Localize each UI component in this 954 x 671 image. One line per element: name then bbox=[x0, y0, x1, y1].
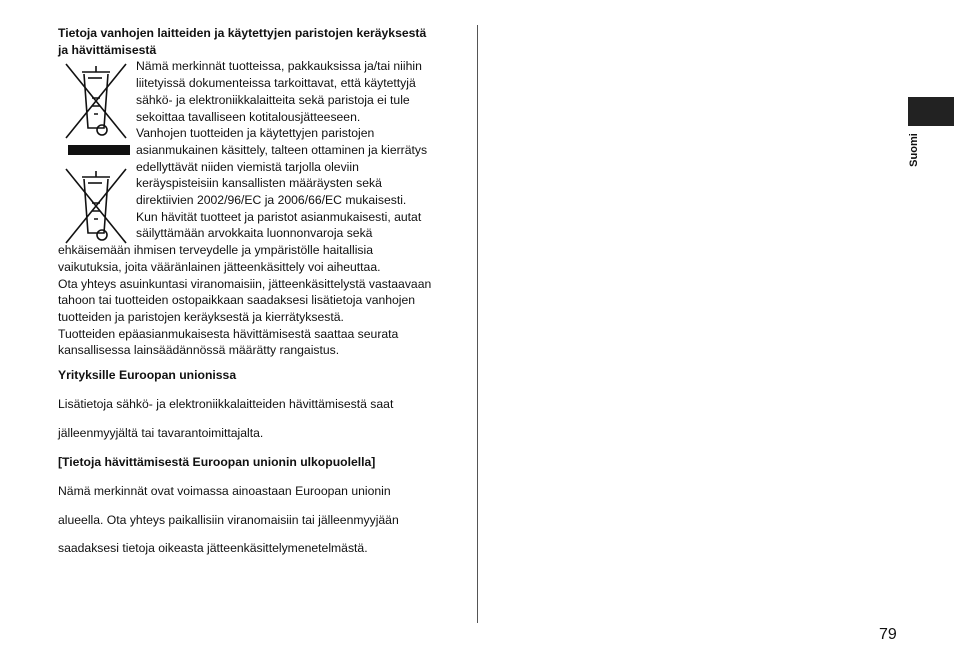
text-line: säilyttämään arvokkaita luonnonvaroja sekä bbox=[136, 226, 373, 241]
main-column bbox=[58, 25, 470, 569]
crossed-out-wheelie-bin-icon bbox=[58, 163, 134, 247]
outside-eu-title: [Tietoja hävittämisestä Euroopan unionin ulkopuolella] bbox=[58, 454, 376, 469]
business-title: Yrityksille Euroopan unionissa bbox=[58, 368, 237, 383]
text-line: Lisätietoja sähkö- ja elektroniikkalaitteiden hävittämisestä saat bbox=[58, 396, 394, 411]
text-line: direktiivien 2002/96/EC ja 2006/66/EC mukaisesti. bbox=[136, 193, 407, 208]
text-line: vaikutuksia, joita vääränlainen jätteenkäsittely voi aiheuttaa. bbox=[58, 259, 381, 274]
text-line: saadaksesi tietoja oikeasta jätteenkäsittelymenetelmästä. bbox=[58, 541, 368, 556]
heading-line: ja hävittämisestä bbox=[58, 42, 157, 57]
text-line: edellyttävät niiden viemistä tarjolla oleviin bbox=[136, 159, 359, 174]
section-heading bbox=[58, 25, 470, 58]
text-line: asianmukainen käsittely, talteen ottaminen ja kierrätys bbox=[136, 142, 428, 157]
outside-eu-text bbox=[58, 483, 470, 557]
text-line: tahoon tai tuotteiden ostopaikkaan saadaksesi lisätietoja vanhojen bbox=[58, 293, 416, 308]
text-line: Ota yhteys asuinkuntasi viranomaisiin, jätteenkäsittelystä vastaavaan bbox=[58, 276, 432, 291]
text-line: liitetyissä dokumenteissa tarkoittavat, että käytettyjä bbox=[136, 76, 416, 91]
language-label-text: Suomi bbox=[908, 133, 920, 167]
black-bar-icon bbox=[68, 145, 130, 155]
text-line: Vanhojen tuotteiden ja käytettyjen paristojen bbox=[136, 126, 375, 141]
text-line: kansallisessa lainsäädännössä määrätty rangaistus. bbox=[58, 343, 340, 358]
language-tab bbox=[908, 97, 954, 126]
page-number: 79 bbox=[879, 626, 897, 643]
business-text bbox=[58, 396, 470, 442]
text-line: Kun hävität tuotteet ja paristot asianmukaisesti, autat bbox=[136, 209, 422, 224]
intro-block bbox=[58, 58, 470, 242]
body-text bbox=[58, 242, 470, 359]
language-label bbox=[902, 130, 926, 170]
disposal-symbols bbox=[58, 58, 136, 247]
text-line: sekoittaa tavalliseen kotitalousjätteeseen. bbox=[136, 109, 361, 124]
text-line: Nämä merkinnät tuotteissa, pakkauksissa ja/tai niihin bbox=[136, 59, 422, 74]
text-line: alueella. Ota yhteys paikallisiin viranomaisiin tai jälleenmyyjään bbox=[58, 512, 399, 527]
column-divider bbox=[477, 25, 478, 623]
text-line: tuotteiden ja paristojen keräyksestä ja kierrätyksestä. bbox=[58, 309, 344, 324]
text-line: ehkäisemään ihmisen terveydelle ja ympäristölle haitallisia bbox=[58, 243, 373, 258]
text-line: jälleenmyyjältä tai tavarantoimittajalta. bbox=[58, 425, 264, 440]
text-line: keräyspisteisiin kansallisten määräysten sekä bbox=[136, 176, 382, 191]
intro-text bbox=[136, 58, 470, 242]
text-line: Tuotteiden epäasianmukaisesta hävittämisestä saattaa seurata bbox=[58, 326, 399, 341]
crossed-out-wheelie-bin-icon bbox=[58, 58, 134, 142]
heading-line: Tietoja vanhojen laitteiden ja käytettyjen paristojen keräyksestä bbox=[58, 26, 427, 40]
text-line: sähkö- ja elektroniikkalaitteita sekä paristoja ei tule bbox=[136, 92, 410, 107]
text-line: Nämä merkinnät ovat voimassa ainoastaan Euroopan unionin bbox=[58, 483, 391, 498]
